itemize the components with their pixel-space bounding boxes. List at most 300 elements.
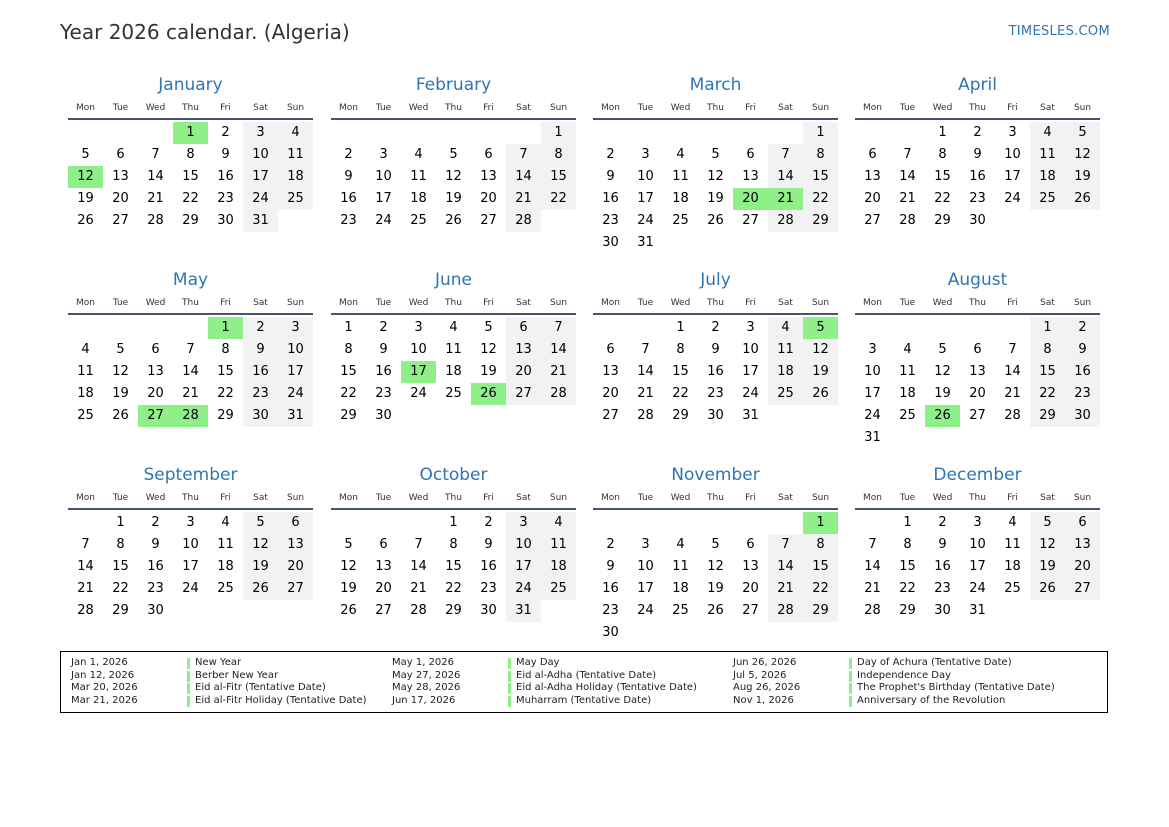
day-cell: 27 [506,383,541,405]
day-cell: 6 [1065,512,1100,534]
day-grid [855,315,1100,447]
weekday-label: Sat [516,103,531,113]
weekday-label: Sun [286,493,305,503]
weekday-label: Tue [899,298,916,308]
day-cell: 6 [746,147,755,162]
weekday-label: Sat [516,493,531,503]
day-cell: 11 [672,559,689,574]
day-cell: 4 [676,537,685,552]
holiday-day-cell: 27 [138,405,173,427]
day-cell: 21 [1004,386,1021,401]
weekday-label: Tue [375,298,392,308]
day-cell: 15 [803,556,838,578]
day-cell: 30 [243,405,278,427]
day-cell: 19 [243,556,278,578]
weekday-label: Tue [375,493,392,503]
day-cell: 29 [340,408,357,423]
day-cell: 25 [1004,581,1021,596]
day-cell: 2 [606,147,615,162]
day-cell: 20 [112,191,129,206]
day-cell: 28 [410,603,427,618]
weekday-label: Sun [286,298,305,308]
holiday-day-cell: 5 [803,317,838,339]
day-cell: 27 [480,213,497,228]
weekday-label: Fri [1007,298,1018,308]
weekday-header [593,488,838,510]
day-cell: 10 [637,559,654,574]
day-cell: 3 [278,317,313,339]
day-cell: 15 [112,559,129,574]
day-cell: 8 [449,537,458,552]
day-cell: 30 [602,625,619,640]
day-cell: 22 [112,581,129,596]
weekday-label: Sat [1040,103,1055,113]
weekday-label: Tue [112,298,129,308]
weekday-label: Sun [1073,103,1092,113]
month-january [68,72,313,252]
month-november [593,462,838,642]
day-cell: 28 [147,213,164,228]
day-cell: 18 [410,191,427,206]
holiday-date: Jan 12, 2026 [71,669,135,681]
weekday-label: Wed [670,298,691,308]
day-cell: 29 [1030,405,1065,427]
day-cell: 2 [973,125,982,140]
day-cell: 11 [899,364,916,379]
day-cell: 19 [112,386,129,401]
day-cell: 2 [606,537,615,552]
day-cell: 5 [1030,512,1065,534]
day-grid [68,510,313,642]
day-grid [331,120,576,252]
weekday-label: Sun [811,103,830,113]
day-cell: 13 [602,364,619,379]
holiday-row [71,657,391,670]
day-cell: 2 [221,125,230,140]
day-cell: 29 [182,213,199,228]
day-cell: 16 [217,169,234,184]
weekday-label: Tue [637,298,654,308]
page-title: Year 2026 calendar. (Algeria) [60,20,350,44]
day-cell: 1 [344,320,353,335]
day-cell: 21 [182,386,199,401]
day-cell: 27 [742,213,759,228]
day-cell: 20 [278,556,313,578]
weekday-label: Sat [1040,493,1055,503]
day-cell: 4 [81,342,90,357]
month-october [331,462,576,642]
month-name: July [700,270,731,290]
day-cell: 24 [506,578,541,600]
day-cell: 4 [541,512,576,534]
holiday-row [392,695,712,708]
day-cell: 3 [641,147,650,162]
day-cell: 20 [147,386,164,401]
weekday-label: Thu [707,493,724,503]
weekday-label: Tue [637,103,654,113]
day-cell: 19 [1030,556,1065,578]
holiday-date: Jan 1, 2026 [71,657,128,668]
month-name: February [415,75,492,95]
day-cell: 17 [637,581,654,596]
day-cell: 28 [506,210,541,232]
day-cell: 29 [445,603,462,618]
day-cell: 6 [151,342,160,357]
day-cell: 14 [1004,364,1021,379]
day-cell: 3 [868,342,877,357]
day-cell: 13 [278,534,313,556]
weekday-label: Wed [932,298,953,308]
day-cell: 18 [1030,166,1065,188]
day-cell: 7 [868,537,877,552]
day-cell: 3 [243,122,278,144]
holiday-marker [187,683,190,694]
day-grid [68,315,313,447]
day-cell: 8 [221,342,230,357]
weekday-label: Thu [182,493,199,503]
day-cell: 12 [1065,144,1100,166]
day-cell: 4 [676,147,685,162]
holiday-row [71,682,391,695]
day-cell: 29 [803,600,838,622]
day-cell: 23 [340,213,357,228]
month-name: April [958,75,997,95]
holiday-name: Anniversary of the Revolution [857,694,1006,706]
day-cell: 13 [742,559,759,574]
day-cell: 9 [344,169,353,184]
weekday-header [593,98,838,120]
day-cell: 15 [899,559,916,574]
day-cell: 16 [707,364,724,379]
day-cell: 24 [182,581,199,596]
weekday-label: Fri [1007,103,1018,113]
weekday-label: Fri [483,298,494,308]
day-cell: 18 [77,386,94,401]
day-cell: 5 [711,147,720,162]
weekday-label: Fri [220,298,231,308]
month-name: November [671,465,760,485]
month-name: December [933,465,1022,485]
weekday-label: Sun [811,493,830,503]
day-cell: 19 [934,386,951,401]
day-cell: 24 [278,383,313,405]
holiday-name: Eid al-Fitr (Tentative Date) [195,682,326,694]
day-cell: 27 [112,213,129,228]
day-cell: 21 [410,581,427,596]
weekday-label: Sat [253,493,268,503]
day-cell: 11 [1004,537,1021,552]
day-cell: 7 [768,534,803,556]
day-cell: 22 [340,386,357,401]
day-cell: 5 [484,320,493,335]
day-cell: 10 [864,364,881,379]
day-cell: 3 [506,512,541,534]
month-august [855,267,1100,447]
weekday-label: Thu [707,298,724,308]
day-cell: 30 [375,408,392,423]
day-cell: 2 [938,515,947,530]
weekday-label: Sun [1073,493,1092,503]
day-cell: 26 [1065,188,1100,210]
day-cell: 16 [375,364,392,379]
day-cell: 9 [938,537,947,552]
day-cell: 23 [969,191,986,206]
day-cell: 4 [278,122,313,144]
day-cell: 7 [506,144,541,166]
day-cell: 4 [449,320,458,335]
day-cell: 4 [414,147,423,162]
day-cell: 2 [344,147,353,162]
day-cell: 11 [410,169,427,184]
holiday-date: May 28, 2026 [392,682,461,694]
day-cell: 9 [606,559,615,574]
weekday-label: Sat [778,103,793,113]
day-cell: 28 [768,210,803,232]
day-cell: 20 [864,191,881,206]
day-cell: 24 [375,213,392,228]
day-cell: 14 [77,559,94,574]
day-cell: 12 [112,364,129,379]
day-cell: 1 [676,320,685,335]
day-cell: 14 [768,556,803,578]
day-grid [68,120,313,252]
day-cell: 27 [375,603,392,618]
day-cell: 9 [221,147,230,162]
day-cell: 13 [864,169,881,184]
day-cell: 29 [672,408,689,423]
holiday-name: Eid al-Adha (Tentative Date) [516,669,657,681]
day-cell: 9 [243,339,278,361]
holiday-name: Day of Achura (Tentative Date) [857,657,1012,668]
day-cell: 7 [541,317,576,339]
weekday-label: Mon [339,493,358,503]
weekday-header [68,293,313,315]
weekday-label: Fri [483,103,494,113]
day-cell: 17 [278,361,313,383]
day-cell: 22 [1030,383,1065,405]
day-cell: 25 [768,383,803,405]
day-grid [593,120,838,252]
day-cell: 12 [340,559,357,574]
day-cell: 23 [602,213,619,228]
holiday-day-cell: 1 [173,122,208,144]
day-cell: 16 [934,559,951,574]
holiday-day-cell: 17 [401,361,436,383]
day-cell: 26 [77,213,94,228]
day-cell: 21 [77,581,94,596]
day-cell: 9 [1065,339,1100,361]
month-name: October [419,465,488,485]
day-cell: 30 [147,603,164,618]
day-cell: 16 [147,559,164,574]
day-cell: 6 [506,317,541,339]
day-cell: 5 [243,512,278,534]
weekday-label: Sun [811,298,830,308]
day-cell: 23 [243,383,278,405]
month-name: May [172,270,209,290]
day-cell: 23 [707,386,724,401]
month-april [855,72,1100,252]
weekday-label: Sat [253,298,268,308]
day-cell: 30 [480,603,497,618]
day-cell: 8 [803,144,838,166]
day-cell: 16 [480,559,497,574]
holiday-day-cell: 28 [173,405,208,427]
day-cell: 22 [803,188,838,210]
day-cell: 18 [445,364,462,379]
day-cell: 13 [375,559,392,574]
day-cell: 3 [746,320,755,335]
day-cell: 13 [969,364,986,379]
day-cell: 23 [217,191,234,206]
weekday-label: Wed [932,103,953,113]
holiday-date: Jun 26, 2026 [733,657,797,668]
month-february [331,72,576,252]
weekday-label: Fri [745,298,756,308]
day-cell: 27 [742,603,759,618]
day-cell: 6 [379,537,388,552]
day-cell: 6 [868,147,877,162]
day-cell: 1 [541,122,576,144]
day-cell: 15 [672,364,689,379]
day-cell: 25 [672,603,689,618]
day-cell: 20 [602,386,619,401]
day-cell: 29 [112,603,129,618]
day-cell: 6 [973,342,982,357]
day-cell: 4 [221,515,230,530]
day-cell: 17 [375,191,392,206]
day-grid [855,120,1100,252]
month-name: January [158,75,223,95]
day-cell: 2 [711,320,720,335]
day-cell: 31 [969,603,986,618]
weekday-label: Mon [339,103,358,113]
day-cell: 17 [506,556,541,578]
day-cell: 17 [1004,169,1021,184]
weekday-label: Tue [899,103,916,113]
day-cell: 10 [742,342,759,357]
day-cell: 5 [1065,122,1100,144]
day-cell: 31 [742,408,759,423]
holiday-marker [508,683,511,694]
day-cell: 21 [899,191,916,206]
day-cell: 18 [541,556,576,578]
day-cell: 30 [602,235,619,250]
day-cell: 28 [77,603,94,618]
day-cell: 14 [506,166,541,188]
day-cell: 8 [541,144,576,166]
weekday-label: Mon [863,103,882,113]
month-may [68,267,313,447]
holiday-marker [849,658,852,669]
day-cell: 14 [147,169,164,184]
day-cell: 12 [1030,534,1065,556]
holiday-date: Jul 5, 2026 [733,669,787,681]
day-cell: 28 [541,383,576,405]
day-cell: 6 [278,512,313,534]
weekday-header [331,488,576,510]
day-cell: 27 [602,408,619,423]
day-cell: 14 [768,166,803,188]
holiday-marker [849,683,852,694]
day-cell: 7 [903,147,912,162]
month-name: June [434,270,473,290]
day-cell: 29 [934,213,951,228]
day-cell: 7 [186,342,195,357]
day-cell: 29 [217,408,234,423]
day-cell: 20 [969,386,986,401]
day-cell: 3 [1008,125,1017,140]
weekday-label: Sat [253,103,268,113]
day-cell: 18 [278,166,313,188]
weekday-label: Thu [969,103,986,113]
day-cell: 24 [864,408,881,423]
weekday-label: Sat [1040,298,1055,308]
holiday-name: Independence Day [857,669,952,681]
weekday-label: Wed [408,493,429,503]
holiday-marker [187,658,190,669]
day-cell: 15 [182,169,199,184]
day-cell: 12 [707,559,724,574]
weekday-label: Mon [863,298,882,308]
day-cell: 23 [1065,383,1100,405]
weekday-header [331,293,576,315]
weekday-label: Thu [445,298,462,308]
day-cell: 5 [711,537,720,552]
day-grid [593,510,838,642]
day-cell: 10 [278,339,313,361]
day-cell: 12 [243,534,278,556]
day-cell: 1 [803,122,838,144]
weekday-label: Mon [76,298,95,308]
day-cell: 21 [541,361,576,383]
day-cell: 19 [707,581,724,596]
day-cell: 10 [506,534,541,556]
holiday-marker [508,671,511,682]
holiday-marker [849,696,852,707]
holiday-row [392,670,712,683]
day-cell: 21 [147,191,164,206]
weekday-label: Thu [969,298,986,308]
holiday-row [733,695,1053,708]
day-cell: 20 [375,581,392,596]
day-cell: 17 [864,386,881,401]
day-cell: 24 [969,581,986,596]
day-cell: 21 [506,188,541,210]
day-cell: 4 [903,342,912,357]
day-cell: 19 [803,361,838,383]
day-cell: 23 [147,581,164,596]
day-cell: 18 [768,361,803,383]
day-cell: 9 [379,342,388,357]
day-cell: 11 [278,144,313,166]
weekday-label: Sun [549,493,568,503]
weekday-label: Tue [899,493,916,503]
brand-link[interactable]: TIMESLES.COM [1008,24,1110,39]
day-cell: 19 [77,191,94,206]
day-cell: 5 [81,147,90,162]
day-cell: 27 [969,408,986,423]
day-cell: 24 [410,386,427,401]
day-cell: 15 [803,166,838,188]
day-cell: 10 [410,342,427,357]
day-cell: 20 [1065,556,1100,578]
day-cell: 18 [672,191,689,206]
day-cell: 16 [1065,361,1100,383]
weekday-label: Tue [637,493,654,503]
day-cell: 16 [340,191,357,206]
day-cell: 21 [768,578,803,600]
